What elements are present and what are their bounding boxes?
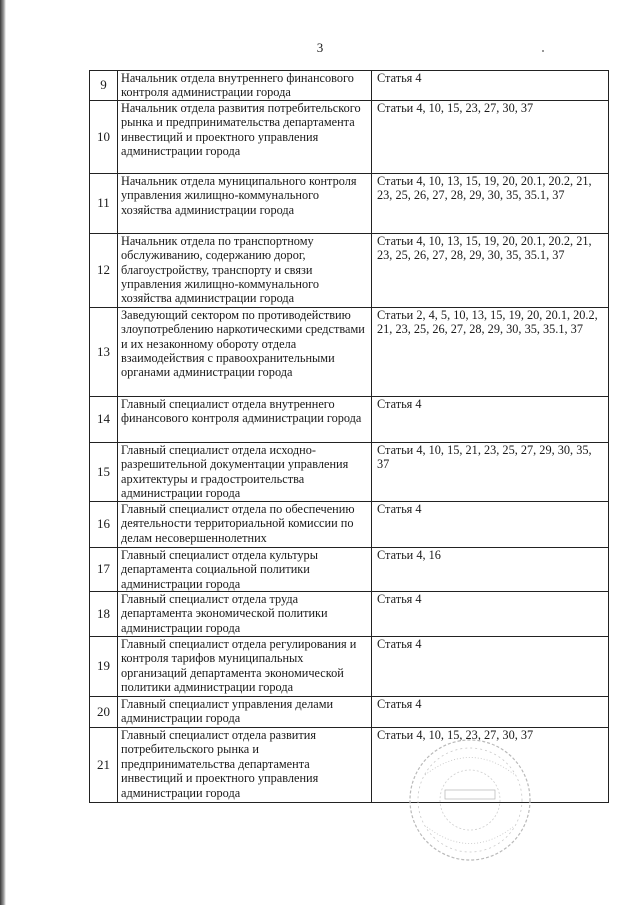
- position-title: Главный специалист управления делами администрации города: [118, 697, 372, 728]
- row-number: 16: [90, 501, 118, 547]
- position-title: Начальник отдела внутреннего финансового контроля администрации города: [118, 71, 372, 101]
- positions-table: [89, 70, 609, 803]
- table-row: [90, 547, 609, 591]
- position-title: Заведующий сектором по противодействию злоупотреблению наркотическими средствами и их незаконному обороту отдела взаимодействия с правоохранительными органами администрации города: [118, 307, 372, 396]
- articles-list: Статьи 4, 10, 13, 15, 19, 20, 20.1, 20.2, 21, 23, 25, 26, 27, 28, 29, 30, 35, 35.1, 37: [372, 173, 609, 233]
- table-row: [90, 697, 609, 728]
- scan-edge-shadow: [0, 0, 6, 905]
- row-number: 19: [90, 637, 118, 697]
- position-title: Главный специалист отдела культуры департамента социальной политики администрации города: [118, 547, 372, 591]
- articles-list: Статьи 4, 10, 15, 23, 27, 30, 37: [372, 728, 609, 803]
- row-number: 20: [90, 697, 118, 728]
- position-title: Главный специалист отдела труда департамента экономической политики администрации города: [118, 592, 372, 637]
- position-title: Главный специалист отдела исходно-разрешительной документации управления архитектуры и градостроительства администрации города: [118, 442, 372, 501]
- position-title: Начальник отдела развития потребительского рынка и предпринимательства департамента инвестиций и проектного управления администрации города: [118, 100, 372, 173]
- articles-list: Статьи 2, 4, 5, 10, 13, 15, 19, 20, 20.1, 20.2, 21, 23, 25, 26, 27, 28, 29, 30, 35, 35.1, 37: [372, 307, 609, 396]
- row-number: 11: [90, 173, 118, 233]
- table-row: [90, 100, 609, 173]
- articles-list: Статья 4: [372, 501, 609, 547]
- articles-list: Статьи 4, 10, 15, 23, 27, 30, 37: [372, 100, 609, 173]
- position-title: Начальник отдела по транспортному обслуживанию, содержанию дорог, благоустройству, транспорту и связи управления жилищно-коммунального хозяйства администрации города: [118, 233, 372, 307]
- table-row: [90, 501, 609, 547]
- position-title: Главный специалист отдела по обеспечению деятельности территориальной комиссии по делам несовершеннолетних: [118, 501, 372, 547]
- row-number: 9: [90, 71, 118, 101]
- row-number: 18: [90, 592, 118, 637]
- articles-list: Статья 4: [372, 697, 609, 728]
- articles-list: Статьи 4, 16: [372, 547, 609, 591]
- table-row: [90, 71, 609, 101]
- position-title: Главный специалист отдела внутреннего финансового контроля администрации города: [118, 396, 372, 442]
- articles-list: Статья 4: [372, 637, 609, 697]
- position-title: Главный специалист отдела развития потребительского рынка и предпринимательства департамента инвестиций и проектного управления администрации города: [118, 728, 372, 803]
- position-title: Начальник отдела муниципального контроля управления жилищно-коммунального хозяйства администрации города: [118, 173, 372, 233]
- table-row: [90, 592, 609, 637]
- table-row: [90, 637, 609, 697]
- row-number: 21: [90, 728, 118, 803]
- row-number: 15: [90, 442, 118, 501]
- row-number: 12: [90, 233, 118, 307]
- articles-list: Статьи 4, 10, 15, 21, 23, 25, 27, 29, 30, 35, 37: [372, 442, 609, 501]
- articles-list: Статьи 4, 10, 13, 15, 19, 20, 20.1, 20.2, 21, 23, 25, 26, 27, 28, 29, 30, 35, 35.1, 37: [372, 233, 609, 307]
- table-row: [90, 442, 609, 501]
- table-row: [90, 396, 609, 442]
- table-row: [90, 173, 609, 233]
- articles-list: Статья 4: [372, 71, 609, 101]
- row-number: 10: [90, 100, 118, 173]
- articles-list: Статья 4: [372, 396, 609, 442]
- page-number: 3: [316, 40, 324, 55]
- position-title: Главный специалист отдела регулирования и контроля тарифов муниципальных организаций департамента экономической политики администрации города: [118, 637, 372, 697]
- table-row: [90, 307, 609, 396]
- row-number: 17: [90, 547, 118, 591]
- articles-list: Статья 4: [372, 592, 609, 637]
- row-number: 13: [90, 307, 118, 396]
- row-number: 14: [90, 396, 118, 442]
- table-row: [90, 233, 609, 307]
- table-row: [90, 728, 609, 803]
